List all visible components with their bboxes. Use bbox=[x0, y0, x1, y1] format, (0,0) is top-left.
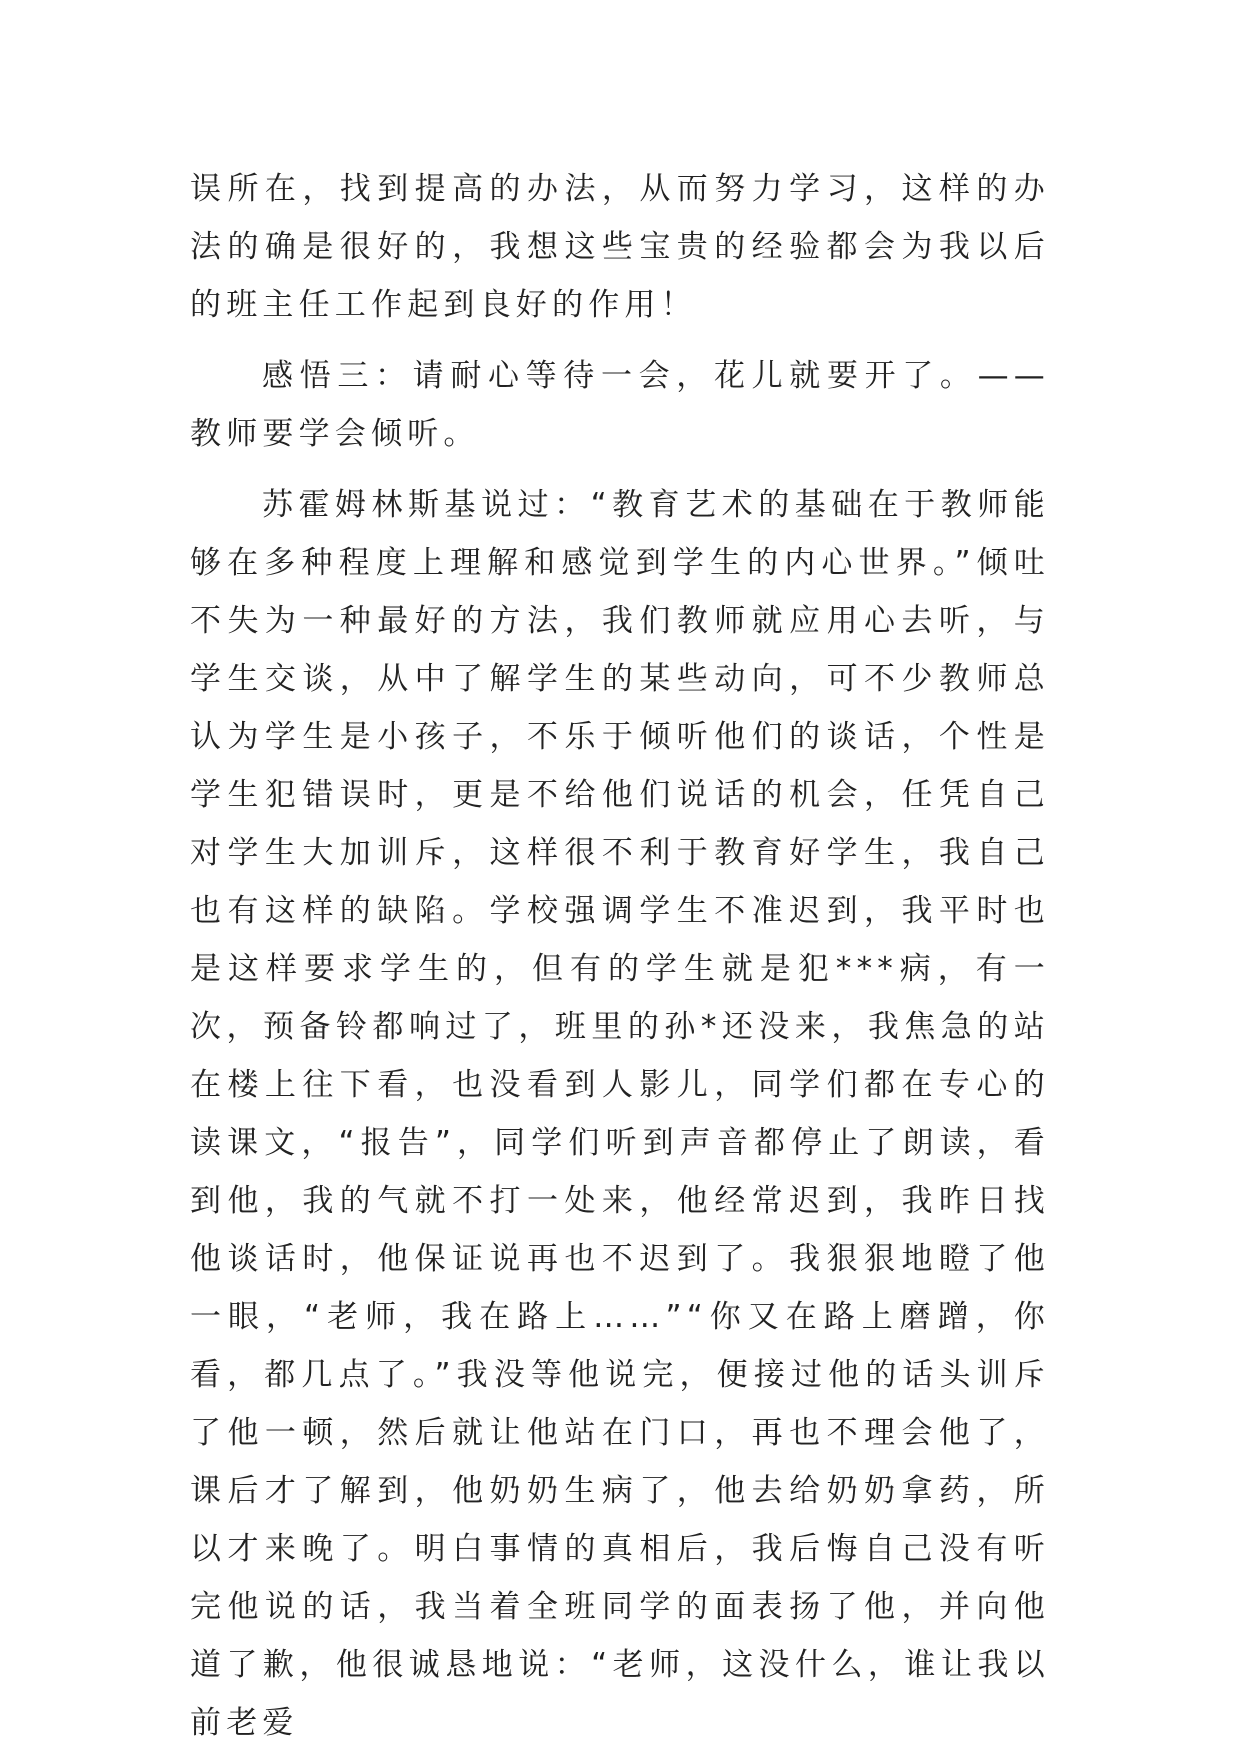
paragraph-listening-story: 苏霍姆林斯基说过：“教育艺术的基础在于教师能够在多种程度上理解和感觉到学生的内心世界。”倾吐不失为一种最好的方法，我们教师就应用心去听，与学生交谈，从中了解学生的某些动向，可不少教师总认为学生是小孩子，不乐于倾听他们的谈话，个性是学生犯错误时，更是不给他们说话的机会，任凭自己对学生大加训斥，这样很不利于教育好学生，我自己也有这样的缺陷。学校强调学生不准迟到，我平时也是这样要求学生的，但有的学生就是犯***病，有一次，预备铃都响过了，班里的孙*还没来，我焦急的站在楼上往下看，也没看到人影儿，同学们都在专心的读课文，“报告”，同学们听到声音都停止了朗读，看到他，我的气就不打一处来，他经常迟到，我昨日找他谈话时，他保证说再也不迟到了。我狠狠地瞪了他一眼，“老师，我在路上……”“你又在路上磨蹭，你看，都几点了。”我没等他说完，便接过他的话头训斥了他一顿，然后就让他站在门口，再也不理会他了，课后才了解到，他奶奶生病了，他去给奶奶拿药，所以才来晚了。明白事情的真相后，我后悔自己没有听完他说的话，我当着全班同学的面表扬了他，并向他道了歉，他很诚恳地说：“老师，这没什么，谁让我以前老爱 bbox=[190, 487, 1050, 1741]
paragraph-insight-three-heading: 感悟三：请耐心等待一会，花儿就要开了。——教师要学会倾听。 bbox=[190, 358, 1050, 452]
paragraph-continuation: 误所在，找到提高的办法，从而努力学习，这样的办法的确是很好的，我想这些宝贵的经验都会为我以后的班主任工作起到良好的作用！ bbox=[190, 171, 1050, 323]
document-page bbox=[190, 160, 1050, 1752]
